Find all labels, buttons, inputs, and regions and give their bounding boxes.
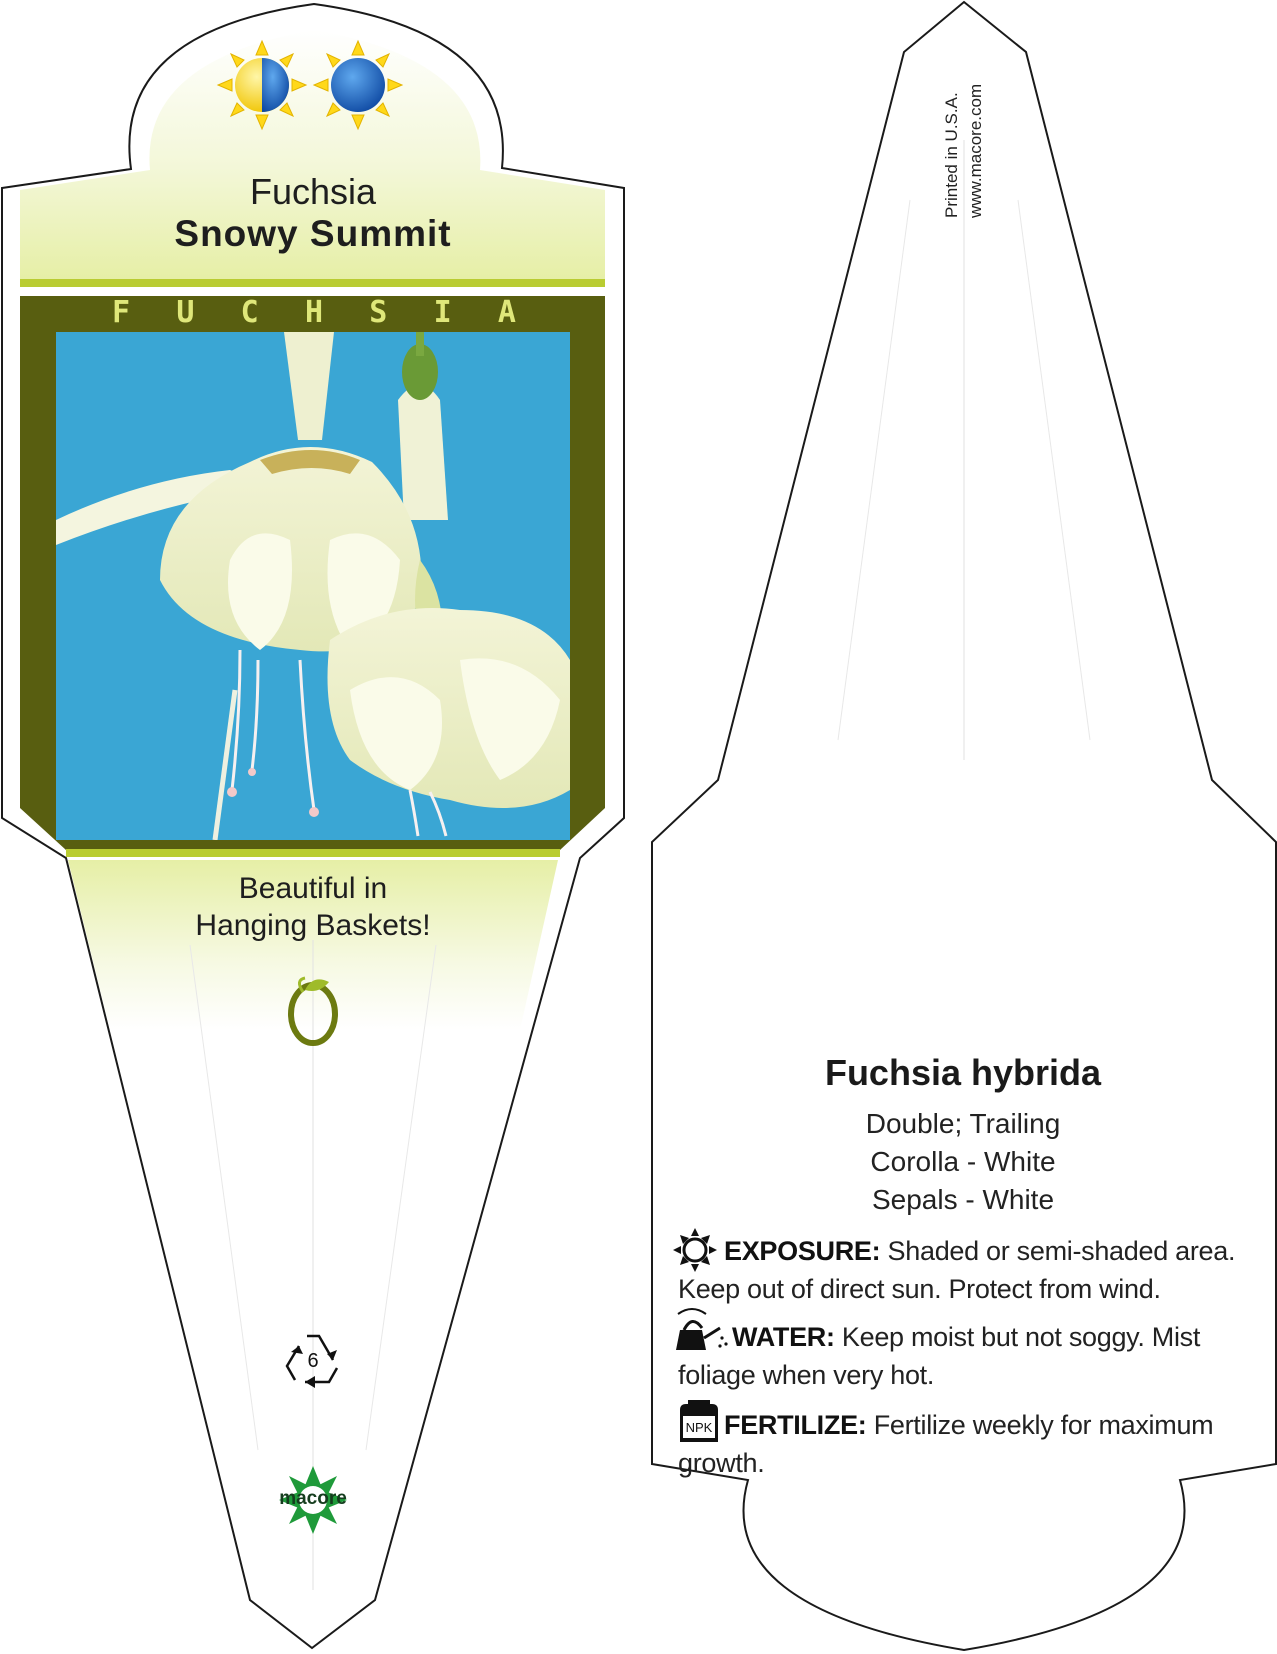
flower-photo <box>56 332 570 840</box>
genus-letter: H <box>304 295 323 330</box>
care-label: WATER: <box>732 1322 835 1352</box>
care-label: FERTILIZE: <box>724 1410 867 1440</box>
genus-letters <box>112 296 516 330</box>
part-sun-icon <box>218 41 306 129</box>
care-water <box>678 1318 1248 1394</box>
genus-letter: I <box>433 295 452 330</box>
tagline-line: Hanging Baskets! <box>195 909 431 942</box>
brand-name: macore <box>279 1488 347 1509</box>
recycle-code: 6 <box>307 1350 319 1372</box>
care-text: Shaded or semi-shaded area. Keep out of direct sun. Protect from wind. <box>678 1236 1236 1304</box>
care-text: Keep moist but not soggy. Mist foliage when very hot. <box>678 1322 1201 1390</box>
npk-label: NPK <box>685 1420 713 1435</box>
genus-letter: A <box>497 295 516 330</box>
genus-letter: F <box>112 295 131 330</box>
description-line: Corolla - White <box>870 1146 1056 1177</box>
common-name: Fuchsia <box>249 171 377 212</box>
printed-line: Printed in U.S.A. <box>942 92 961 218</box>
genus-letter: S <box>369 295 388 330</box>
full-shade-icon <box>314 41 402 129</box>
printed-in-note <box>940 52 996 218</box>
tagline-line: Beautiful in <box>238 872 388 905</box>
footer-rule <box>66 849 560 857</box>
care-exposure <box>678 1232 1248 1308</box>
tagline <box>0 870 626 944</box>
description-line: Double; Trailing <box>865 1108 1061 1139</box>
description-line: Sepals - White <box>871 1184 1055 1215</box>
header-rule <box>20 279 605 287</box>
care-fertilize <box>678 1406 1248 1482</box>
cultivar-name: Snowy Summit <box>174 213 452 254</box>
care-label: EXPOSURE: <box>724 1236 881 1266</box>
plant-description <box>650 1105 1276 1219</box>
genus-letter: C <box>240 295 259 330</box>
botanical-name: Fuchsia hybrida <box>824 1052 1102 1093</box>
back-tag <box>652 2 1276 1650</box>
website-line: www.macore.com <box>966 83 985 218</box>
genus-letter: U <box>176 295 195 330</box>
care-text: Fertilize weekly for maximum growth. <box>678 1410 1214 1478</box>
